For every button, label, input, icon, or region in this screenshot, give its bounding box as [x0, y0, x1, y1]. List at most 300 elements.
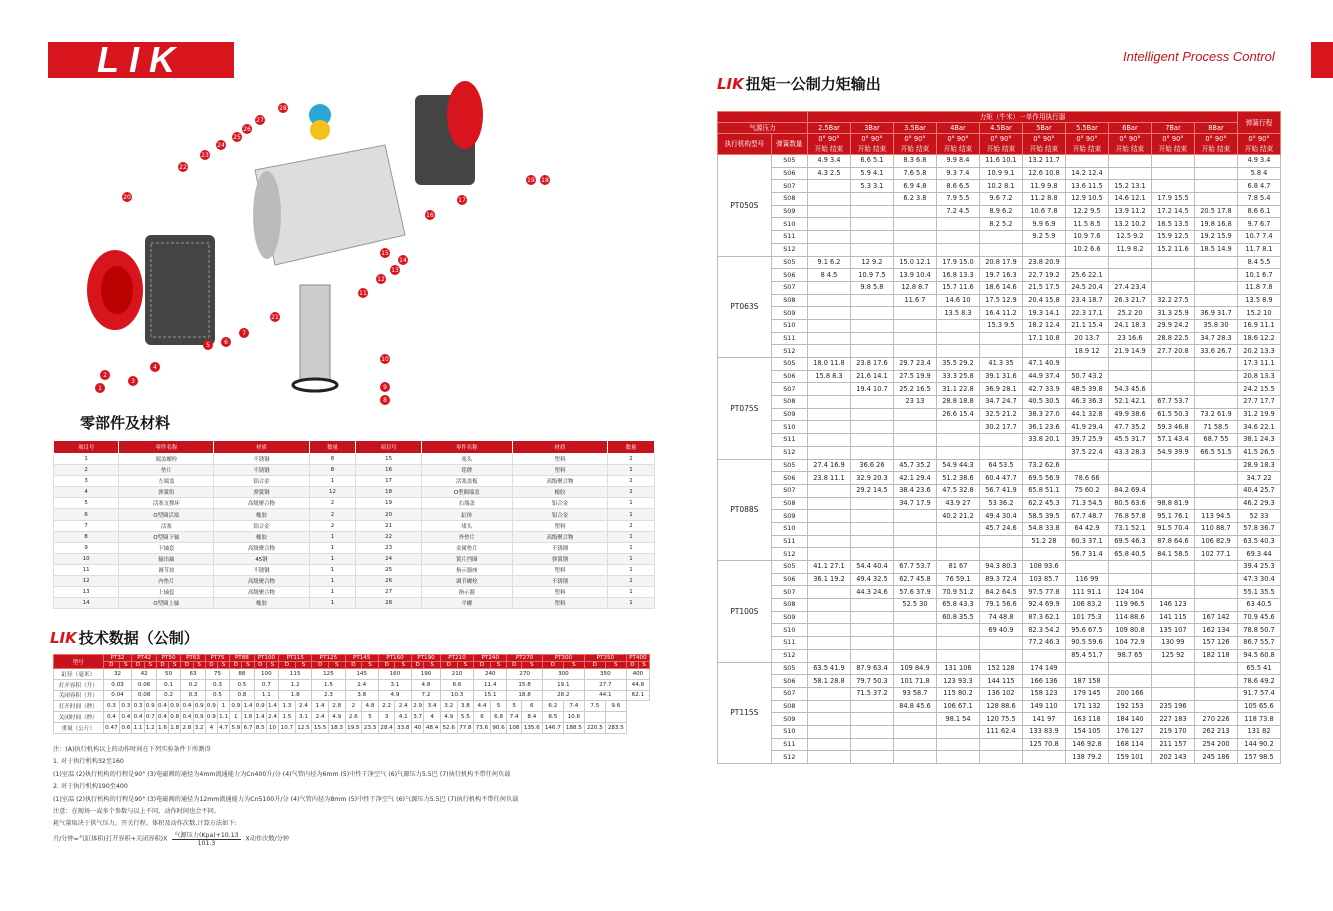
torque-cell [1151, 358, 1194, 371]
startend-text: 开始 结束 [1158, 145, 1188, 153]
parts-row [54, 476, 655, 487]
tech-cell: 0.9 [169, 701, 181, 712]
torque-cell: 166 136 [1022, 675, 1065, 688]
torque-cell: 13.5 8.9 [1237, 294, 1280, 307]
parts-cell: 弹簧钢 [214, 487, 309, 498]
tech-cell: 1.5 [279, 712, 296, 723]
tech-header-row [54, 655, 650, 662]
torque-cell [1151, 459, 1194, 472]
parts-cell: 输出轴 [119, 553, 214, 564]
tech-cell: 0.9 [205, 701, 217, 712]
torque-cell: 51.2 28 [1022, 535, 1065, 548]
parts-cell: 铝合金 [512, 509, 607, 520]
torque-cell: 18.0 11.8 [807, 358, 850, 371]
torque-cell: 20.4 15.8 [1022, 294, 1065, 307]
tech-cell: 88 [230, 669, 254, 680]
torque-cell: 34.7 24.7 [979, 396, 1022, 409]
callout-label: 16 [426, 212, 434, 219]
torque-cell [1108, 459, 1151, 472]
tech-cell: 4.9 [328, 712, 345, 723]
tech-cell: 300 [542, 669, 584, 680]
tech-cell: 62.1 [626, 690, 649, 701]
parts-header-cell: 零件名称 [421, 441, 512, 454]
torque-cell: 15.2 13.1 [1108, 180, 1151, 193]
torque-cell [850, 434, 893, 447]
torque-cell: 40.4 25.7 [1237, 484, 1280, 497]
torque-cell [1151, 662, 1194, 675]
torque-cell [807, 396, 850, 409]
startend-text: 开始 结束 [1115, 145, 1145, 153]
tech-cell: 0.08 [132, 690, 156, 701]
torque-cell: 44.3 24.6 [850, 586, 893, 599]
torque-cell: 64 53.5 [979, 459, 1022, 472]
tech-cell: 2.8 [181, 722, 193, 733]
tech-cell: 63 [181, 669, 205, 680]
torque-cell [1194, 269, 1237, 282]
pressure-cell: 5.5Bar [1065, 123, 1108, 134]
parts-cell: 高级聚合物 [214, 587, 309, 598]
torque-cell: 76 59.1 [936, 573, 979, 586]
torque-cell [1194, 484, 1237, 497]
tech-ds-cell: D [542, 662, 563, 669]
torque-cell [1194, 294, 1237, 307]
torque-cell: 71.5 37.2 [850, 687, 893, 700]
torque-cell: 113 94.5 [1194, 510, 1237, 523]
torque-row [718, 561, 1281, 574]
tech-cell: 4.1 [395, 712, 412, 723]
torque-cell: 78.6 66 [1065, 472, 1108, 485]
parts-cell: 2 [608, 487, 655, 498]
tagline: Intelligent Process Control [1123, 49, 1275, 64]
torque-cell: 29.9 24.2 [1151, 319, 1194, 332]
torque-cell [936, 218, 979, 231]
torque-cell: 39.1 31.6 [979, 370, 1022, 383]
torque-cell: 61.5 50.3 [1151, 408, 1194, 421]
torque-cell: 44.1 32.8 [1065, 408, 1108, 421]
torque-row [718, 218, 1281, 231]
torque-cell: 68.7 55 [1194, 434, 1237, 447]
torque-cell [893, 751, 936, 764]
callout-label: 6 [224, 339, 228, 346]
torque-cell: 40.5 30.5 [1022, 396, 1065, 409]
torque-row [718, 510, 1281, 523]
tech-model-cell: PT160 [378, 655, 411, 662]
torque-cell: 15.0 12.1 [893, 256, 936, 269]
torque-cell [1194, 459, 1237, 472]
tech-cell: 0.8 [169, 712, 181, 723]
torque-cell: 5.3 3.1 [850, 180, 893, 193]
torque-cell: 135 107 [1151, 624, 1194, 637]
parts-cell: 塞头 [421, 454, 512, 465]
torque-cell [807, 713, 850, 726]
parts-cell: 1 [608, 598, 655, 609]
torque-cell [850, 307, 893, 320]
torque-cell: 36.1 19.2 [807, 573, 850, 586]
parts-cell: 8 [309, 454, 356, 465]
parts-row [54, 520, 655, 531]
torque-cell [893, 408, 936, 421]
torque-cell: 95.1 76.1 [1151, 510, 1194, 523]
parts-cell: 16 [356, 465, 421, 476]
parts-cell: 垫片 [119, 465, 214, 476]
torque-cell [850, 713, 893, 726]
parts-cell: 不锈钢 [512, 576, 607, 587]
tech-ds-cell: D [312, 662, 329, 669]
torque-cell [807, 408, 850, 421]
torque-cell: 46.2 29.3 [1237, 497, 1280, 510]
parts-cell: 弹簧钢 [512, 553, 607, 564]
tech-ds-cell: D [205, 662, 217, 669]
torque-row [718, 231, 1281, 244]
torque-cell: 73.2 62.6 [1022, 459, 1065, 472]
torque-cell [850, 611, 893, 624]
tech-ds-cell: S [120, 662, 132, 669]
tech-cell: 15.8 [507, 679, 542, 690]
torque-cell: 14.6 10 [936, 294, 979, 307]
torque-cell [1151, 561, 1194, 574]
torque-cell: 15.2 10 [1237, 307, 1280, 320]
spring-qty: S06 [771, 269, 807, 282]
torque-row [718, 522, 1281, 535]
spring-qty: S07 [771, 586, 807, 599]
torque-cell [1022, 548, 1065, 561]
parts-row [54, 553, 655, 564]
torque-cell [1108, 358, 1151, 371]
torque-cell: 28.8 18.8 [936, 396, 979, 409]
tech-ds-cell: S [395, 662, 412, 669]
spring-qty: S12 [771, 345, 807, 358]
torque-cell: 13.9 10.4 [893, 269, 936, 282]
parts-cell: 1 [608, 465, 655, 476]
torque-cell: 162 134 [1194, 624, 1237, 637]
parts-cell: 1 [309, 476, 356, 487]
torque-cell: 23.8 20.9 [1022, 256, 1065, 269]
tech-cell: 2.4 [312, 712, 329, 723]
callout-label: 20 [123, 194, 131, 201]
tech-cell: 10.7 [279, 722, 296, 733]
torque-cell [850, 231, 893, 244]
tech-cell: 0.2 [156, 690, 180, 701]
torque-cell: 16.4 11.2 [979, 307, 1022, 320]
torque-table [717, 111, 1281, 764]
torque-cell: 179 145 [1065, 687, 1108, 700]
torque-row [718, 484, 1281, 497]
torque-cell: 52 33 [1237, 510, 1280, 523]
tech-cell: 28.2 [542, 690, 584, 701]
callout-label: 8 [383, 397, 387, 404]
torque-cell: 20.2 13.3 [1237, 345, 1280, 358]
torque-cell: 60.3 37.1 [1065, 535, 1108, 548]
spring-qty: S07 [771, 687, 807, 700]
tech-cell: 0.3 [132, 701, 144, 712]
torque-cell [936, 535, 979, 548]
torque-cell: 21.9 14.9 [1108, 345, 1151, 358]
torque-row [718, 713, 1281, 726]
parts-cell: 2 [54, 465, 119, 476]
tech-section-title [50, 627, 199, 648]
torque-cell: 65.8 51.1 [1022, 484, 1065, 497]
startend-text: 开始 结束 [1201, 145, 1231, 153]
torque-row [718, 446, 1281, 459]
torque-cell: 67.7 48.7 [1065, 510, 1108, 523]
torque-cell [936, 231, 979, 244]
tech-cell: 1.2 [279, 679, 312, 690]
torque-cell: 125 70.8 [1022, 738, 1065, 751]
torque-row [718, 700, 1281, 713]
torque-cell: 146 92.8 [1065, 738, 1108, 751]
tech-cell: 0.9 [205, 712, 217, 723]
tech-cell: 3.1 [378, 679, 411, 690]
torque-cell [1194, 281, 1237, 294]
tech-cell: 1.3 [279, 701, 296, 712]
torque-cell: 23.4 18.7 [1065, 294, 1108, 307]
torque-cell [1151, 484, 1194, 497]
torque-cell [850, 522, 893, 535]
tech-cell: 2.4 [266, 712, 278, 723]
torque-cell: 49.4 30.4 [979, 510, 1022, 523]
angle-cell [807, 134, 850, 155]
torque-cell: 11.7 8.1 [1237, 243, 1280, 256]
torque-cell: 97.5 77.8 [1022, 586, 1065, 599]
tech-ds-cell: D [181, 662, 193, 669]
torque-cell: 69 40.9 [979, 624, 1022, 637]
tech-row-label: 重量（公斤） [54, 722, 104, 733]
torque-cell: 131 106 [936, 662, 979, 675]
tech-ds-cell: S [144, 662, 156, 669]
tech-cell: 75 [205, 669, 229, 680]
spring-qty: S07 [771, 180, 807, 193]
parts-cell: 铝合金 [214, 476, 309, 487]
tech-cell: 4.7 [217, 722, 229, 733]
parts-cell: 1 [309, 587, 356, 598]
torque-cell: 91.7 57.4 [1237, 687, 1280, 700]
torque-cell: 10.9 7.5 [850, 269, 893, 282]
torque-cell: 19.4 10.7 [850, 383, 893, 396]
tech-cell: 0.9 [254, 701, 266, 712]
torque-cell: 38.4 23.6 [893, 484, 936, 497]
left-end-cap [87, 250, 143, 330]
parts-cell: 调节螺栓 [421, 576, 512, 587]
torque-row [718, 370, 1281, 383]
torque-cell: 84.1 58.5 [1151, 548, 1194, 561]
torque-cell: 159 101 [1108, 751, 1151, 764]
torque-cell: 73.1 52.1 [1108, 522, 1151, 535]
torque-cell [1065, 459, 1108, 472]
torque-cell [807, 624, 850, 637]
parts-cell: 28 [356, 598, 421, 609]
torque-cell: 17.9 15.0 [936, 256, 979, 269]
spring-qty: S10 [771, 624, 807, 637]
actuator-model: PT115S [718, 662, 772, 764]
torque-cell [1151, 167, 1194, 180]
torque-cell [1194, 573, 1237, 586]
torque-cell [1108, 256, 1151, 269]
torque-cell [1151, 687, 1194, 700]
torque-cell: 4.9 3.4 [807, 155, 850, 168]
tech-model-cell: PT400 [626, 655, 649, 662]
tech-row-label: 关闭容积（升） [54, 690, 104, 701]
torque-cell [1194, 396, 1237, 409]
tech-row [54, 712, 650, 723]
torque-cell: 116 99 [1065, 573, 1108, 586]
parts-cell: 3 [54, 476, 119, 487]
tech-ds-cell: S [605, 662, 626, 669]
angle-text: 0° 90° [1162, 135, 1184, 143]
torque-cell: 157 126 [1194, 637, 1237, 650]
torque-cell: 52.1 42.1 [1108, 396, 1151, 409]
torque-cell: 31.1 22.8 [936, 383, 979, 396]
tech-cell: 3.8 [345, 690, 378, 701]
tech-cell: 15.1 [474, 690, 507, 701]
torque-cell: 38.1 24.3 [1237, 434, 1280, 447]
note-line: 1. 对于执行机构32至160 [53, 758, 124, 766]
torque-cell: 27.5 19.9 [893, 370, 936, 383]
tech-cell: 4.4 [474, 701, 491, 712]
torque-cell: 86.7 55.7 [1237, 637, 1280, 650]
left-spring-pack [145, 235, 215, 345]
tech-row-label: 关闭时间（秒） [54, 712, 104, 723]
parts-row [54, 465, 655, 476]
torque-cell [850, 751, 893, 764]
torque-cell [1108, 155, 1151, 168]
torque-cell [1108, 662, 1151, 675]
torque-cell [936, 637, 979, 650]
callout-label: 7 [242, 330, 246, 337]
tech-model-cell: PT125 [312, 655, 345, 662]
tech-cell: 108 [507, 722, 521, 733]
tech-cell: 5 [507, 701, 521, 712]
tech-cell: 115 [279, 669, 312, 680]
torque-cell [1194, 599, 1237, 612]
parts-header-cell: 零件名称 [119, 441, 214, 454]
tech-cell: 100 [254, 669, 278, 680]
torque-cell: 26.6 15.4 [936, 408, 979, 421]
torque-cell [807, 180, 850, 193]
tech-cell: 8.5 [542, 712, 563, 723]
angle-cell [893, 134, 936, 155]
tech-ds-cell: D [584, 662, 605, 669]
torque-cell: 22.7 19.2 [1022, 269, 1065, 282]
torque-cell [893, 231, 936, 244]
tech-cell: 0.8 [230, 690, 254, 701]
parts-cell: 1 [309, 542, 356, 553]
tech-ds-cell: S [639, 662, 650, 669]
torque-cell: 55.1 35.5 [1237, 586, 1280, 599]
torque-cell [850, 218, 893, 231]
callout-label: 23 [201, 152, 209, 159]
torque-cell [1194, 383, 1237, 396]
torque-cell [850, 243, 893, 256]
torque-section-title [717, 73, 881, 94]
torque-cell [1151, 256, 1194, 269]
parts-cell: 金属垫片 [421, 542, 512, 553]
torque-cell [807, 522, 850, 535]
parts-cell: 45钢 [214, 553, 309, 564]
torque-cell: 60.8 35.5 [936, 611, 979, 624]
tech-cell: 350 [584, 669, 626, 680]
callout-label: 2 [103, 372, 107, 379]
torque-cell: 23 16.6 [1108, 332, 1151, 345]
torque-cell [979, 446, 1022, 459]
torque-cell: 18.5 14.9 [1194, 243, 1237, 256]
torque-cell: 176 127 [1108, 725, 1151, 738]
torque-cell [850, 535, 893, 548]
torque-cell: 7.6 5.8 [893, 167, 936, 180]
tech-cell: 23.3 [362, 722, 379, 733]
torque-cell [936, 751, 979, 764]
torque-cell: 25.2 16.5 [893, 383, 936, 396]
torque-row [718, 497, 1281, 510]
tech-cell: 2.4 [345, 679, 378, 690]
tech-ds-cell: S [362, 662, 379, 669]
spring-qty: S11 [771, 231, 807, 244]
spring-qty: S11 [771, 637, 807, 650]
torque-row [718, 193, 1281, 206]
torque-cell: 58.5 39.5 [1022, 510, 1065, 523]
torque-cell: 12 9.2 [850, 256, 893, 269]
parts-cell: 塑料 [512, 598, 607, 609]
torque-row [718, 396, 1281, 409]
parts-cell: 缸体 [421, 509, 512, 520]
torque-cell: 48.5 39.8 [1065, 383, 1108, 396]
torque-row [718, 738, 1281, 751]
torque-cell: 9.9 6.9 [1022, 218, 1065, 231]
torque-cell: 33.3 25.8 [936, 370, 979, 383]
torque-cell: 10.2 6.6 [1065, 243, 1108, 256]
torque-cell [893, 535, 936, 548]
torque-cell: 200 166 [1108, 687, 1151, 700]
tech-cell: 0.6 [120, 722, 132, 733]
torque-cell: 158 123 [1022, 687, 1065, 700]
torque-cell: 25.6 22.1 [1065, 269, 1108, 282]
callout-label: 22 [179, 164, 187, 171]
torque-cell: 9.3 7.4 [936, 167, 979, 180]
torque-cell: 28.9 18.3 [1237, 459, 1280, 472]
torque-cell: 227 183 [1151, 713, 1194, 726]
torque-cell: 6.8 4.7 [1237, 180, 1280, 193]
torque-cell [979, 548, 1022, 561]
torque-cell: 45.7 35.2 [893, 459, 936, 472]
tech-cell: 18.3 [328, 722, 345, 733]
torque-cell [807, 535, 850, 548]
torque-cell: 9.2 5.9 [1022, 231, 1065, 244]
tech-cell: 40 [412, 722, 424, 733]
torque-cell [936, 421, 979, 434]
torque-cell: 84.2 64.5 [979, 586, 1022, 599]
torque-cell: 20.5 17.8 [1194, 205, 1237, 218]
torque-cell [1151, 573, 1194, 586]
spring-qty: S12 [771, 751, 807, 764]
pressure-cell: 8Bar [1194, 123, 1237, 134]
torque-cell: 123 93.3 [936, 675, 979, 688]
tech-cell: 90.6 [490, 722, 507, 733]
torque-cell: 17.5 12.9 [979, 294, 1022, 307]
parts-cell: 弹簧组 [119, 487, 214, 498]
parts-cell: 铝合金 [214, 520, 309, 531]
torque-row [718, 649, 1281, 662]
torque-cell [1194, 370, 1237, 383]
torque-cell: 36.1 23.6 [1022, 421, 1065, 434]
tech-model-cell: PT50 [156, 655, 180, 662]
torque-cell: 138 79.2 [1065, 751, 1108, 764]
callout-label: 24 [217, 142, 225, 149]
tech-cell: 2 [345, 701, 362, 712]
torque-cell [893, 243, 936, 256]
torque-cell [850, 725, 893, 738]
torque-cell: 15.2 11.6 [1151, 243, 1194, 256]
torque-cell [850, 193, 893, 206]
torque-cell: 47.1 40.9 [1022, 358, 1065, 371]
